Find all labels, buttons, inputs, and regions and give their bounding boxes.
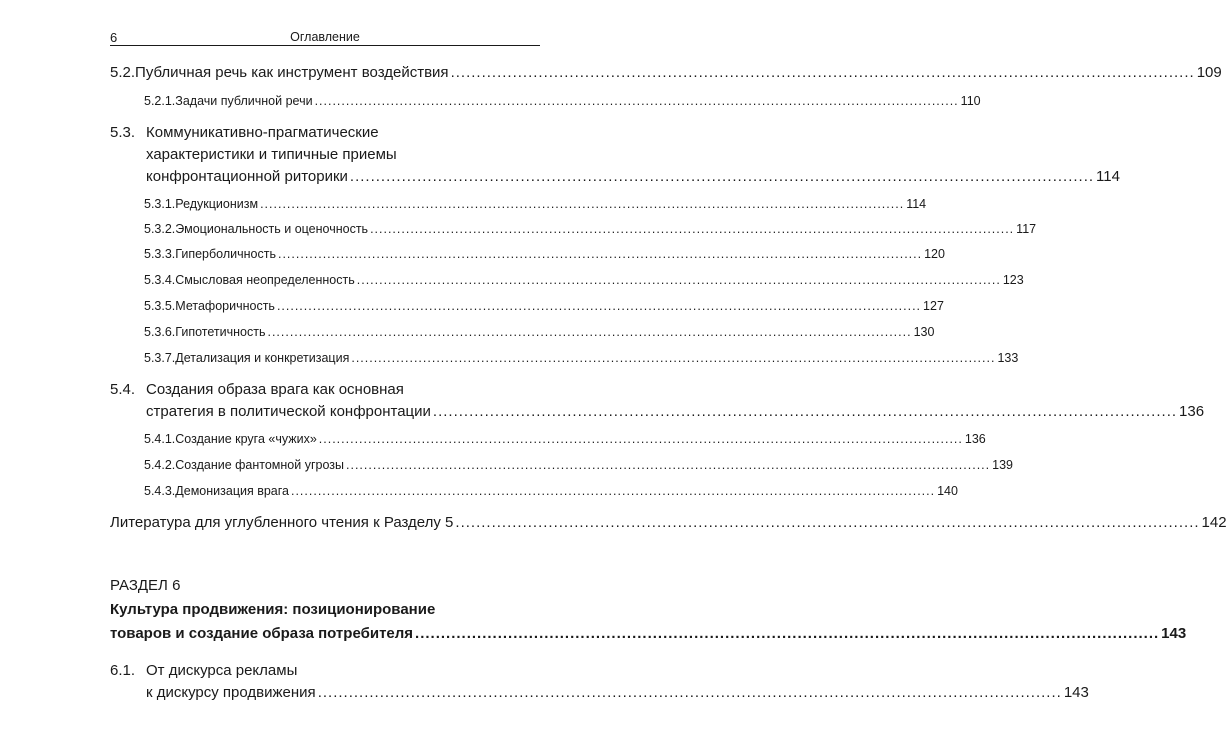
leader-dots: ................................................................................................................................................ (317, 684, 1062, 701)
toc-title-line-2: характеристики и типичные приемы (146, 146, 397, 163)
toc-page: 120 (924, 247, 945, 261)
toc-page: 143 (1063, 684, 1089, 701)
toc-page: 136 (1179, 403, 1205, 420)
leader-dots: ................................................................................................................................................ (277, 247, 923, 261)
leader-dots: ................................................................................................................................................ (349, 168, 1095, 185)
toc-entry-5-3-last-line[interactable] (146, 168, 1120, 185)
toc-title-line-2: к дискурсу продвижения (146, 684, 316, 701)
toc-page: 139 (992, 458, 1013, 472)
toc-title: Смысловая неопределенность (175, 273, 355, 287)
leader-dots: ................................................................................................................................................ (356, 273, 1001, 287)
toc-entry-5-3-6[interactable]: 5.3.6. Гипотетичность ................................................................................................................................................ 130 (144, 325, 935, 339)
leader-dots: ................................................................................................................................................ (455, 514, 1200, 531)
toc-entry-5-3-7[interactable]: 5.3.7. Детализация и конкретизация ................................................................................................................................................ 133 (144, 351, 1019, 365)
toc-title: Редукционизм (175, 197, 259, 211)
leader-dots: ................................................................................................................................................ (318, 432, 963, 446)
leader-dots: ................................................................................................................................................ (276, 299, 922, 313)
toc-page: 136 (964, 432, 986, 446)
toc-entry-5-4-3[interactable]: 5.4.3. Демонизация врага ................................................................................................................................................ 140 (144, 484, 958, 498)
toc-title: Эмоциональность и оценочность (175, 222, 369, 236)
toc-entry-5-4[interactable]: 5.4. Создания образа врага как основная (110, 381, 404, 398)
toc-page: 140 (937, 484, 958, 498)
leader-dots: ................................................................................................................................................ (314, 94, 959, 108)
toc-title-line-1: От дискурса рекламы (146, 662, 298, 679)
toc-entry-6-1[interactable]: 6.1. От дискурса рекламы (110, 662, 298, 679)
toc-page: 130 (913, 325, 935, 339)
toc-page: 114 (1096, 168, 1120, 185)
toc-entry-5-4-2[interactable]: 5.4.2. Создание фантомной угрозы ................................................................................................................................................ 139 (144, 458, 1013, 472)
toc-page: 114 (906, 197, 927, 211)
toc-entry-6-1-last-line[interactable] (146, 684, 1089, 701)
toc-page: 127 (923, 299, 944, 313)
part-6-title-line-1: Культура продвижения: позиционирование (110, 601, 436, 618)
toc-page: 110 (960, 94, 981, 108)
leader-dots: ................................................................................................................................................ (370, 222, 1015, 236)
toc-page: 142 (1201, 514, 1227, 531)
leader-dots: ................................................................................................................................................ (290, 484, 936, 498)
toc-entry-5-2-1[interactable]: 5.2.1. Задачи публичной речи ................................................................................................................................................ 110 (144, 94, 981, 108)
toc-page: 117 (1016, 222, 1037, 236)
toc-title: Метафоричность (175, 299, 275, 313)
part-6-label: РАЗДЕЛ 6 (110, 577, 181, 594)
toc-title-line-2: стратегия в политической конфронтации (146, 403, 431, 420)
toc-entry-5-3-3[interactable]: 5.3.3. Гиперболичность ................................................................................................................................................ 120 (144, 247, 945, 261)
toc-entry-5-3-4[interactable]: 5.3.4. Смысловая неопределенность ................................................................................................................................................ 123 (144, 273, 1024, 287)
toc-page: 123 (1002, 273, 1024, 287)
toc-title-line-3: конфронтационной риторики (146, 168, 348, 185)
leader-dots: ................................................................................................................................................ (450, 64, 1195, 81)
header-rule (110, 45, 540, 46)
running-title: Оглавление (290, 30, 360, 44)
toc-entry-5-3[interactable]: 5.3. Коммуникативно-прагматические (110, 124, 379, 141)
leader-dots: ................................................................................................................................................ (260, 197, 905, 211)
toc-page: 109 (1196, 64, 1222, 81)
toc-title: Детализация и конкретизация (175, 351, 350, 365)
toc-title: Задачи публичной речи (175, 94, 313, 108)
toc-entry-5-4-last-line[interactable] (146, 403, 1205, 420)
toc-entry-5-3-5[interactable]: 5.3.5. Метафоричность ................................................................................................................................................ 127 (144, 299, 944, 313)
page-number: 6 (110, 30, 118, 45)
leader-dots: ................................................................................................................................................ (351, 351, 996, 365)
toc-title: Демонизация врага (175, 484, 289, 498)
toc-title-line-1: Создания образа врага как основная (146, 381, 404, 398)
leader-dots: ................................................................................................................................................ (415, 625, 1160, 642)
toc-title-line-1: Коммуникативно-прагматические (146, 124, 379, 141)
leader-dots: ................................................................................................................................................ (346, 458, 991, 472)
toc-title: Гипотетичность (175, 325, 266, 339)
part-6-title-line-2: товаров и создание образа потребителя (110, 625, 414, 642)
toc-entry-5-3-2[interactable]: 5.3.2. Эмоциональность и оценочность ................................................................................................................................................ 117 (144, 222, 1037, 236)
toc-entry-literature-5[interactable] (110, 514, 1227, 531)
toc-entry-5-4-1[interactable]: 5.4.1. Создание круга «чужих» ................................................................................................................................................ 136 (144, 432, 986, 446)
toc-entry-5-2[interactable]: 5.2. Публичная речь как инструмент воздействия ................................................................................................................................................ 109 (110, 64, 1222, 81)
toc-entry-5-3-1[interactable]: 5.3.1. Редукционизм ................................................................................................................................................ 114 (144, 197, 927, 211)
toc-title: Создание круга «чужих» (175, 432, 317, 446)
running-header (110, 30, 540, 46)
toc-page: 143 (1161, 625, 1187, 642)
leader-dots: ................................................................................................................................................ (267, 325, 912, 339)
leader-dots: ................................................................................................................................................ (432, 403, 1178, 420)
toc-title: Создание фантомной угрозы (175, 458, 345, 472)
toc-page: 133 (997, 351, 1019, 365)
toc-title: Публичная речь как инструмент воздействия (135, 64, 449, 81)
toc-title: Литература для углубленного чтения к Разделу 5 (110, 514, 454, 531)
toc-entry-part-6[interactable] (110, 625, 1187, 642)
toc-title: Гиперболичность (175, 247, 276, 261)
